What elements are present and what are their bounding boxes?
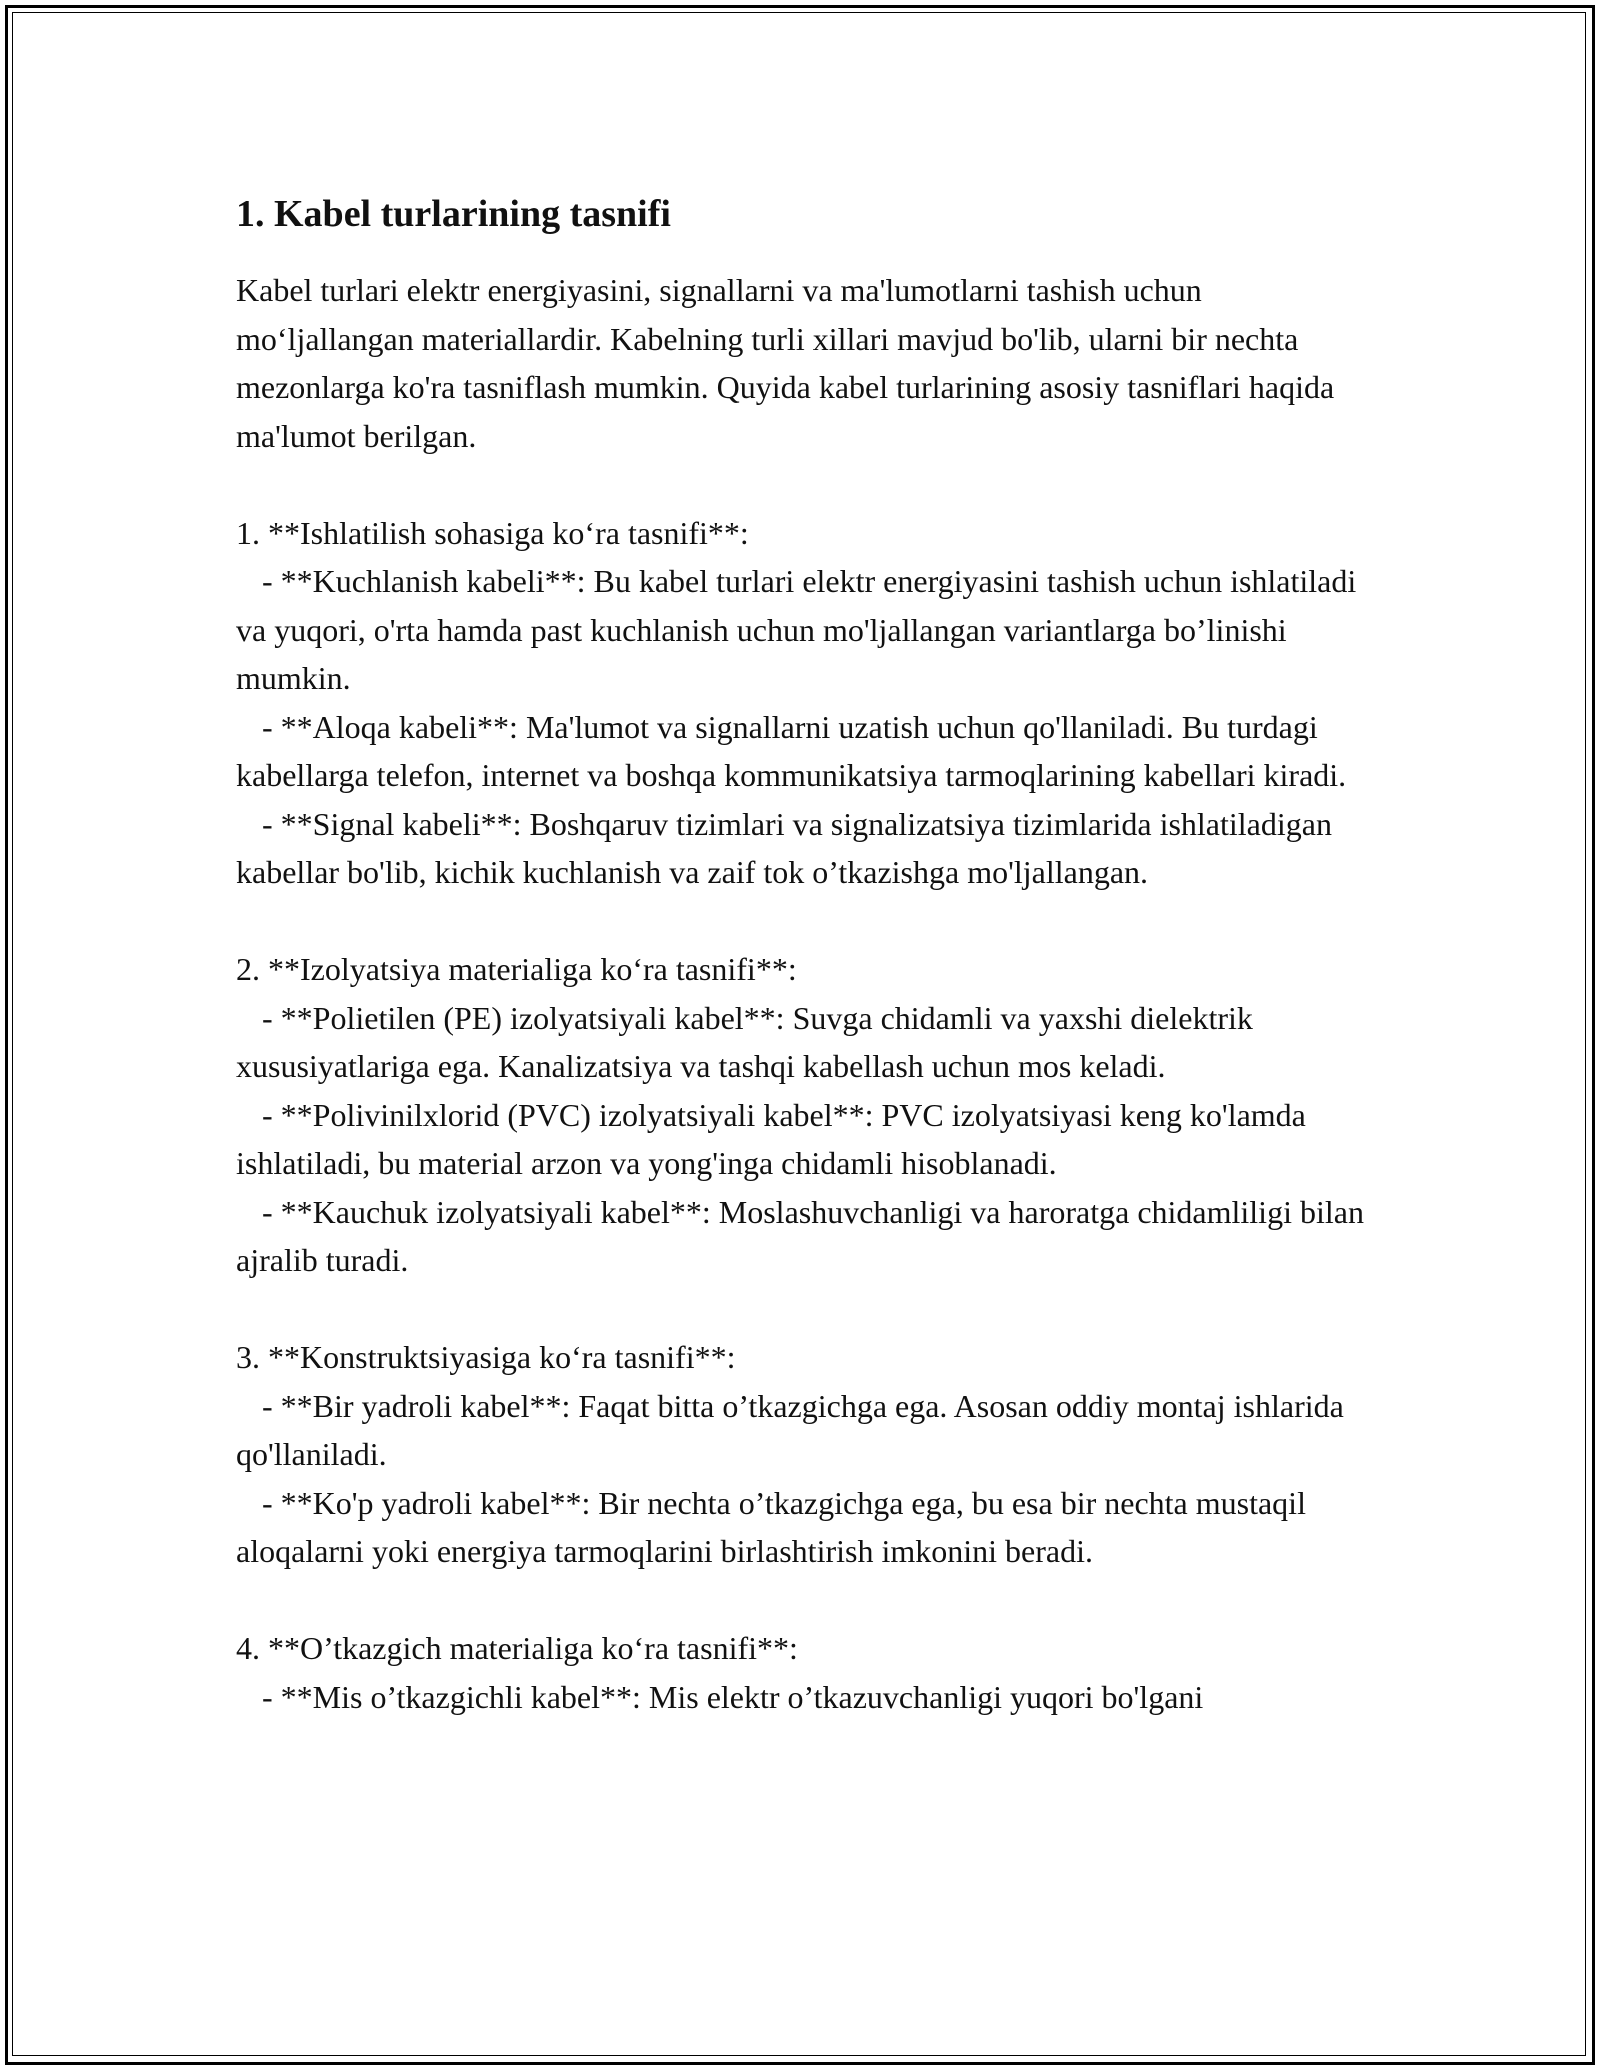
- intro-paragraph: Kabel turlari elektr energiyasini, signallarni va ma'lumotlarni tashish uchun mo‘ljallangan materiallardir. Kabelning turli xillari mavjud bo'lib, ularni bir nechta mezonlarga ko'ra tasniflash mumkin. Quyida kabel turlarining asosiy tasniflari haqida ma'lumot berilgan.: [236, 272, 1335, 454]
- document-title: 1. Kabel turlarining tasnifi: [236, 193, 671, 235]
- section-heading: 4. **O’tkazgich materialiga ko‘ra tasnifi**:: [236, 1630, 798, 1666]
- section-1: [236, 509, 1386, 897]
- document-body: [236, 188, 1386, 1721]
- list-item: - **Polietilen (PE) izolyatsiyali kabel**: Suvga chidamli va yaxshi dielektrik xususiyatlariga ega. Kanalizatsiya va tashqi kabellash uchun mos keladi.: [236, 999, 1253, 1084]
- paragraph-gap: [236, 1576, 1386, 1625]
- list-item: - **Aloqa kabeli**: Ma'lumot va signallarni uzatish uchun qo'llaniladi. Bu turdagi kabellarga telefon, internet va boshqa kommunikatsiya tarmoqlarining kabellari kiradi.: [236, 708, 1347, 793]
- list-item: - **Polivinilxlorid (PVC) izolyatsiyali kabel**: PVC izolyatsiyasi keng ko'lamda ishlatiladi, bu material arzon va yong'inga chidamli hisoblanadi.: [236, 1096, 1306, 1181]
- section-2: [236, 945, 1386, 1285]
- section-3: [236, 1333, 1386, 1576]
- section-heading: 3. **Konstruktsiyasiga ko‘ra tasnifi**:: [236, 1339, 736, 1375]
- list-item: - **Kuchlanish kabeli**: Bu kabel turlari elektr energiyasini tashish uchun ishlatiladi va yuqori, o'rta hamda past kuchlanish uchun mo'ljallangan variantlarga bo’linishi mumkin.: [236, 563, 1357, 696]
- list-item: - **Signal kabeli**: Boshqaruv tizimlari va signalizatsiya tizimlarida ishlatiladigan kabellar bo'lib, kichik kuchlanish va zaif tok o’tkazishga mo'ljallangan.: [236, 805, 1332, 890]
- paragraph-gap: [236, 460, 1386, 509]
- section-heading: 2. **Izolyatsiya materialiga ko‘ra tasnifi**:: [236, 951, 797, 987]
- list-item: - **Kauchuk izolyatsiyali kabel**: Moslashuvchanligi va haroratga chidamliligi bilan ajralib turadi.: [236, 1193, 1364, 1278]
- list-item: - **Ko'p yadroli kabel**: Bir nechta o’tkazgichga ega, bu esa bir nechta mustaqil aloqalarni yoki energiya tarmoqlarini birlashtirish imkonini beradi.: [236, 1484, 1306, 1569]
- paragraph-gap: [236, 1285, 1386, 1334]
- list-item: - **Bir yadroli kabel**: Faqat bitta o’tkazgichga ega. Asosan oddiy montaj ishlarida qo'llaniladi.: [236, 1387, 1344, 1472]
- section-4: [236, 1624, 1386, 1721]
- paragraph-gap: [236, 897, 1386, 946]
- section-heading: 1. **Ishlatilish sohasiga ko‘ra tasnifi**:: [236, 514, 749, 551]
- list-item: - **Mis o’tkazgichli kabel**: Mis elektr o’tkazuvchanligi yuqori bo'lgani: [262, 1678, 1204, 1715]
